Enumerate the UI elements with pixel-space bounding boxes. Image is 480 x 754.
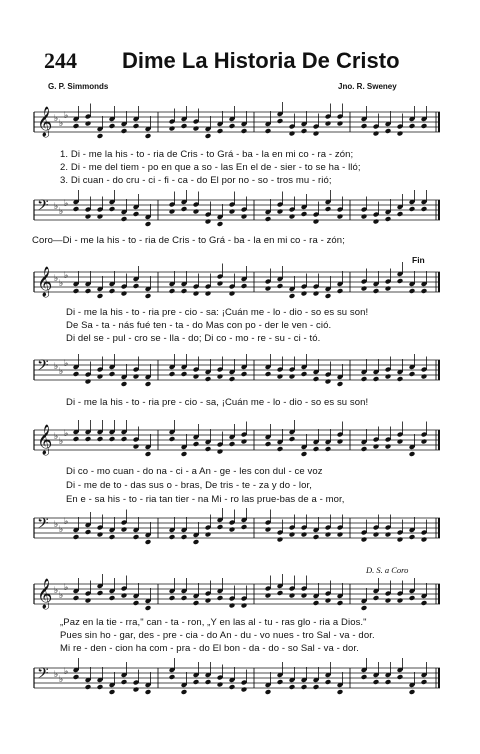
flat-sign-icon: ♭ [54,362,59,372]
flat-sign-icon: ♭ [64,359,69,369]
system-2-bass-staff [30,350,442,394]
flat-sign-icon: ♭ [59,591,64,601]
flat-sign-icon: ♭ [64,199,69,209]
flat-sign-icon: ♭ [64,583,69,593]
bass-clef-icon: 𝄢 [37,197,49,218]
treble-clef-icon: 𝄞 [37,579,53,609]
system-1-treble-staff [30,102,442,146]
system-1-verse-2: 2. Di - me del tiem - po en que a so - las En el de - sier - to se ha - lló; [60,162,361,173]
system-4-bass-staff [30,658,442,702]
system-3-verse-2: Di - me de to - das sus o - bras, De tris - te - za y do - lor, [66,480,312,491]
flat-sign-icon: ♭ [64,271,69,281]
system-4-treble-staff [30,574,442,618]
composer-credit: Jno. R. Sweney [338,82,397,91]
flat-sign-icon: ♭ [54,114,59,124]
system-1-bass-staff [30,190,442,234]
system-2-verse-3: Di del se - pul - cro se - lla - do; Di co - mo - re - su - ci - tó. [66,333,321,344]
system-3-bass-staff [30,508,442,552]
system-2-verse-2: De Sa - ta - nás fué ten - ta - do Mas con po - der le ven - ció. [66,320,332,331]
system-4-verse-1: „Paz en la tie - rra," can - ta - ron, „Y en las al - tu - ras glo - ria a Dios." [60,617,367,628]
fin-marking: Fin [412,255,425,265]
flat-sign-icon: ♭ [59,279,64,289]
bass-clef-icon: 𝄢 [37,515,49,536]
treble-clef-icon: 𝄞 [37,267,53,297]
bass-clef-icon: 𝄢 [37,665,49,686]
flat-sign-icon: ♭ [64,111,69,121]
flat-sign-icon: ♭ [64,667,69,677]
flat-sign-icon: ♭ [54,520,59,530]
flat-sign-icon: ♭ [59,675,64,685]
flat-sign-icon: ♭ [59,437,64,447]
flat-sign-icon: ♭ [64,517,69,527]
hymn-title: Dime La Historia De Cristo [122,48,400,73]
treble-clef-icon: 𝄞 [37,425,53,455]
flat-sign-icon: ♭ [59,367,64,377]
flat-sign-icon: ♭ [59,525,64,535]
flat-sign-icon: ♭ [59,119,64,129]
system-1-verse-1: 1. Di - me la his - to - ria de Cris - to Grá - ba - la en mi co - ra - zón; [60,149,354,160]
system-4-verse-3: Mi re - den - cion ha com - pra - do El bon - da - do - so Sal - va - dor. [60,643,359,654]
system-1-chorus-lyric: Coro—Di - me la his - to - ria de Cris - to Grá - ba - la en mi co - ra - zón; [32,235,345,246]
system-1-verse-3: 3. Di cuan - do cru - ci - fi - ca - do El por no - so - tros mu - rió; [60,175,332,186]
flat-sign-icon: ♭ [54,202,59,212]
flat-sign-icon: ♭ [54,432,59,442]
system-2-verse-1: Di - me la his - to - ria pre - cio - sa: ¡Cuán me - lo - dio - so es su son! [66,307,369,318]
system-2-treble-staff [30,262,442,306]
system-3-verse-1: Di co - mo cuan - do na - ci - a An - ge - les con dul - ce voz [66,466,323,477]
hymn-number: 244 [44,48,77,73]
bass-clef-icon: 𝄢 [37,357,49,378]
treble-clef-icon: 𝄞 [37,107,53,137]
ds-al-coro-marking: D. S. a Coro [366,565,409,575]
flat-sign-icon: ♭ [64,429,69,439]
system-2-chorus-lyric: Di - me la his - to - ria pre - cio - sa, ¡Cuán me - lo - dio - so es su son! [66,397,369,408]
flat-sign-icon: ♭ [54,274,59,284]
flat-sign-icon: ♭ [54,586,59,596]
flat-sign-icon: ♭ [54,670,59,680]
system-3-verse-3: En e - sa his - to - ria tan tier - na Mi - ro las prue-bas de a - mor, [66,494,345,505]
system-4-verse-2: Pues sin ho - gar, des - pre - cia - do An - du - vo nues - tro Sal - va - dor. [60,630,375,641]
flat-sign-icon: ♭ [59,207,64,217]
system-3-treble-staff [30,420,442,464]
lyricist-credit: G. P. Simmonds [48,82,109,91]
